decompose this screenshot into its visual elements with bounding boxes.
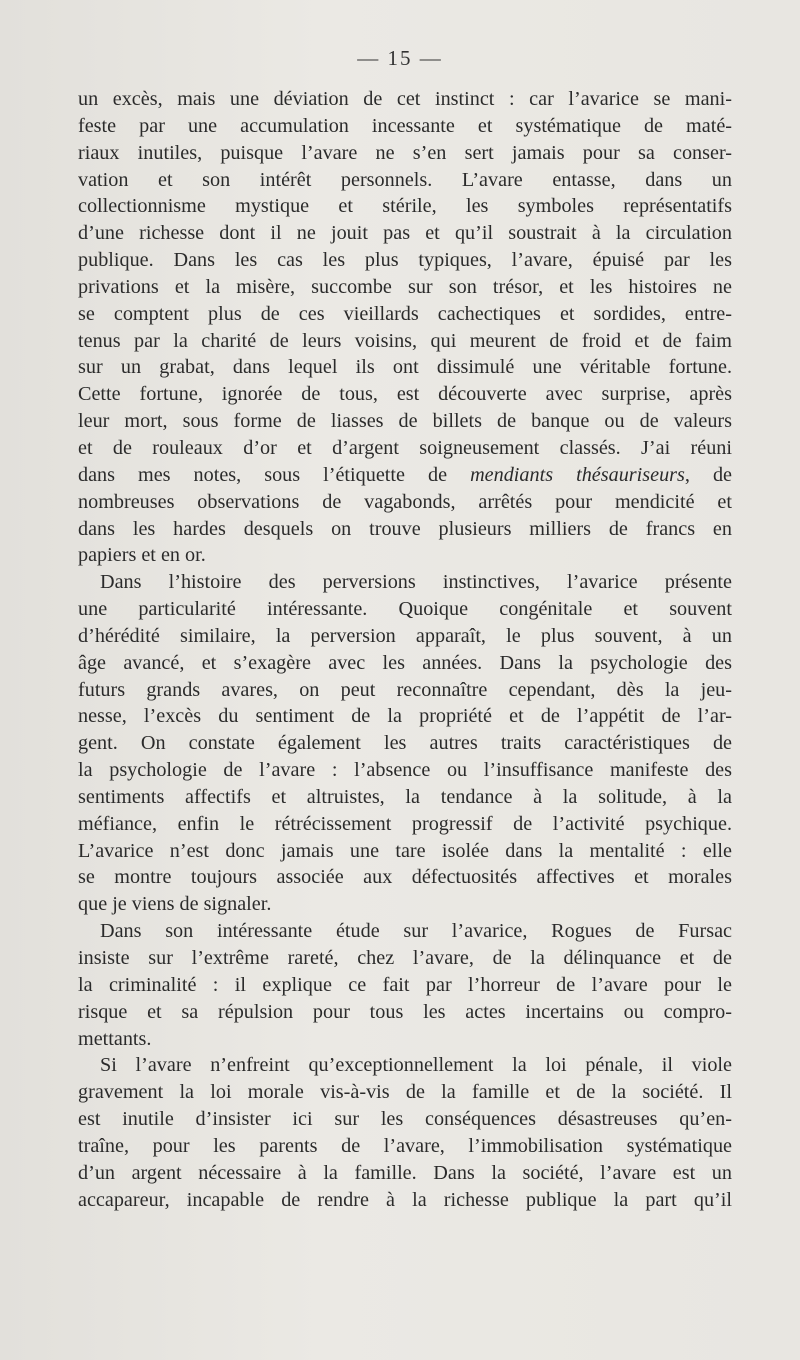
text-line: papiers et en or. — [78, 544, 206, 567]
paragraph — [78, 1052, 732, 1213]
text-line: la psychologie de l’avare : l’absence ou l’insuffisance manifeste des — [78, 759, 732, 782]
text-line: gravement la loi morale vis-à-vis de la famille et de la société. Il — [78, 1081, 732, 1104]
text-line: tenus par la charité de leurs voisins, qui meurent de froid et de faim — [78, 329, 732, 352]
text-line: nesse, l’excès du sentiment de la propriété et de l’appétit de l’ar- — [78, 705, 732, 728]
text-line: publique. Dans les cas les plus typiques, l’avare, épuisé par les — [78, 249, 732, 272]
text-line: méfiance, enfin le rétrécissement progressif de l’activité psychique. — [78, 812, 732, 835]
text-line: Cette fortune, ignorée de tous, est découverte avec surprise, après — [78, 383, 732, 406]
text-run: dans mes notes, sous l’étiquette de — [78, 463, 471, 486]
text-line: une particularité intéressante. Quoique congénitale et souvent — [78, 598, 732, 621]
text-line: un excès, mais une déviation de cet instinct : car l’avarice se mani- — [78, 88, 732, 110]
paragraph — [78, 569, 732, 918]
text-line: insiste sur l’extrême rareté, chez l’avare, de la délinquance et de — [78, 947, 732, 969]
text-line: sentiments affectifs et altruistes, la tendance à la solitude, à la — [78, 785, 732, 808]
text-line: âge avancé, et s’exagère avec les années. Dans la psychologie des — [78, 651, 732, 674]
text-line: d’hérédité similaire, la perversion apparaît, le plus souvent, à un — [78, 624, 732, 647]
text-line: d’un argent nécessaire à la famille. Dans la société, l’avare est un — [78, 1161, 732, 1184]
text-line: mettants. — [78, 1027, 152, 1050]
text-line — [78, 462, 732, 489]
text-line: feste par une accumulation incessante et systématique de maté- — [78, 114, 732, 137]
text-line: la criminalité : il explique ce fait par l’horreur de l’avare pour le — [78, 973, 732, 996]
text-line: se comptent plus de ces vieillards cachectiques et sordides, entre- — [78, 302, 732, 325]
text-run: , de — [684, 463, 732, 486]
text-line: riaux inutiles, puisque l’avare ne s’en sert jamais pour sa conser- — [78, 141, 732, 164]
text-line: est inutile d’insister ici sur les conséquences désastreuses qu’en- — [78, 1108, 732, 1131]
page-number: — 15 — — [357, 46, 443, 70]
text-line: se montre toujours associée aux défectuosités affectives et morales — [78, 866, 732, 889]
text-line: et de rouleaux d’or et d’argent soigneusement classés. J’ai réuni — [78, 436, 732, 459]
text-line: Dans l’histoire des perversions instinctives, l’avarice présente — [100, 571, 732, 594]
text-line: nombreuses observations de vagabonds, arrêtés pour mendicité et — [78, 490, 732, 513]
text-line: risque et sa répulsion pour tous les actes incertains ou compro- — [78, 1000, 732, 1023]
text-line: que je viens de signaler. — [78, 893, 272, 916]
text-line: collectionnisme mystique et stérile, les symboles représentatifs — [78, 195, 732, 218]
text-line: Si l’avare n’enfreint qu’exceptionnellement la loi pénale, il viole — [100, 1054, 732, 1077]
paragraph — [78, 918, 732, 1052]
text-line: futurs grands avares, on peut reconnaître cependant, dès la jeu- — [78, 678, 732, 701]
text-line: vation et son intérêt personnels. L’avare entasse, dans un — [78, 168, 732, 191]
text-line: accapareur, incapable de rendre à la richesse publique la part qu’il — [78, 1188, 732, 1211]
paragraph — [78, 86, 732, 569]
text-line: leur mort, sous forme de liasses de billets de banque ou de valeurs — [78, 410, 732, 433]
text-line: sur un grabat, dans lequel ils ont dissimulé une véritable fortune. — [78, 356, 732, 379]
text-line: Dans son intéressante étude sur l’avarice, Rogues de Fursac — [100, 920, 732, 943]
text-line: gent. On constate également les autres traits caractéristiques de — [78, 732, 732, 755]
text-line: traîne, pour les parents de l’avare, l’immobilisation systématique — [78, 1134, 732, 1157]
text-line: privations et la misère, succombe sur son trésor, et les histoires ne — [78, 275, 732, 298]
italic-term: mendiants thésauriseurs — [470, 463, 685, 486]
text-line: d’une richesse dont il ne jouit pas et qu’il soustrait à la circulation — [78, 222, 732, 245]
body-text — [78, 86, 732, 1213]
text-line: L’avarice n’est donc jamais une tare isolée dans la mentalité : elle — [78, 839, 732, 862]
text-line: dans les hardes desquels on trouve plusieurs milliers de francs en — [78, 517, 732, 540]
